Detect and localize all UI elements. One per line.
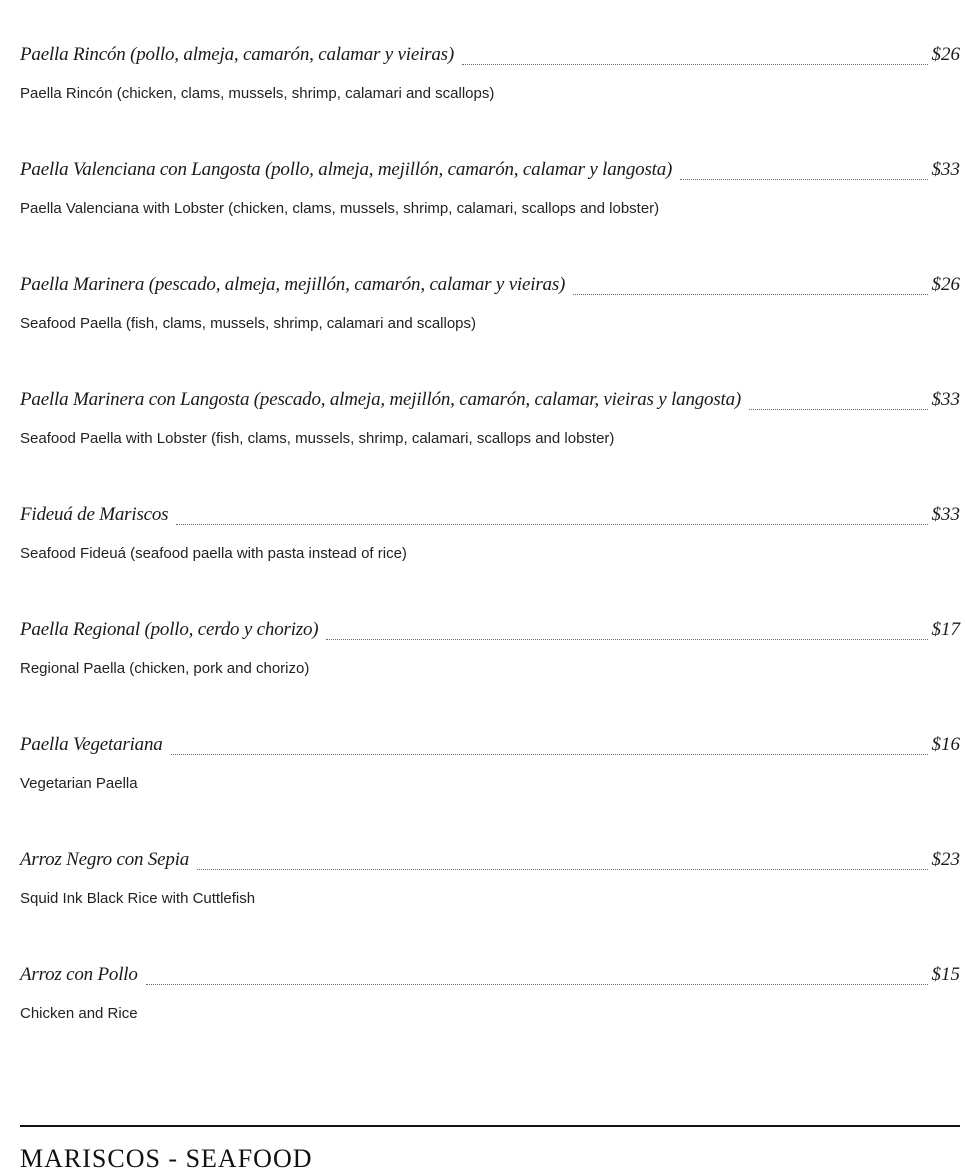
menu-item-header <box>20 44 960 74</box>
menu-item-description: Paella Valenciana with Lobster (chicken, clams, mussels, shrimp, calamari, scallops and lobster) <box>20 200 660 217</box>
menu-item-price: $33 <box>931 504 960 525</box>
menu-item-description: Seafood Fideuá (seafood paella with pasta instead of rice) <box>20 545 407 562</box>
menu-item-header <box>20 964 960 994</box>
menu-item-description: Squid Ink Black Rice with Cuttlefish <box>20 890 256 907</box>
dotted-leader <box>573 293 927 295</box>
menu-item-description: Seafood Paella (fish, clams, mussels, shrimp, calamari and scallops) <box>20 315 477 332</box>
menu-item-description: Chicken and Rice <box>20 1005 138 1022</box>
dotted-leader <box>197 868 927 870</box>
menu-item <box>20 115 960 230</box>
menu-item-description: Seafood Paella with Lobster (fish, clams, mussels, shrimp, calamari, scallops and lobster) <box>20 430 615 447</box>
menu-item-price: $33 <box>931 159 960 180</box>
menu-item <box>20 575 960 690</box>
dotted-leader <box>171 753 928 755</box>
menu-item-price: $15 <box>931 964 960 985</box>
menu-item-header <box>20 504 960 534</box>
menu-item <box>20 460 960 575</box>
menu-item-header <box>20 734 960 764</box>
menu-item-header <box>20 849 960 879</box>
menu-item-price: $17 <box>931 619 960 640</box>
menu-item <box>20 805 960 920</box>
menu-item-description: Regional Paella (chicken, pork and chorizo) <box>20 660 310 677</box>
menu-item-header <box>20 619 960 649</box>
menu-item-name: Paella Marinera con Langosta (pescado, almeja, mejillón, camarón, calamar, vieiras y langosta) <box>20 389 742 410</box>
menu-item <box>20 230 960 345</box>
dotted-leader <box>680 178 927 180</box>
menu-item-description: Vegetarian Paella <box>20 775 138 792</box>
dotted-leader <box>326 638 927 640</box>
dotted-leader <box>176 523 927 525</box>
menu-item-name: Paella Marinera (pescado, almeja, mejillón, camarón, calamar y vieiras) <box>20 274 566 295</box>
dotted-leader <box>146 983 928 985</box>
menu-item-header <box>20 159 960 189</box>
menu-item-header <box>20 389 960 419</box>
menu-item-name: Fideuá de Mariscos <box>20 504 169 525</box>
menu-item <box>20 690 960 805</box>
menu-item <box>20 920 960 1035</box>
section-title: MARISCOS - SEAFOOD <box>20 1144 313 1173</box>
dotted-leader <box>462 63 928 65</box>
menu-item-name: Paella Regional (pollo, cerdo y chorizo) <box>20 619 319 640</box>
dotted-leader <box>749 408 927 410</box>
menu-item-name: Arroz con Pollo <box>20 964 138 985</box>
menu-item-header <box>20 274 960 304</box>
menu-item-name: Arroz Negro con Sepia <box>20 849 190 870</box>
menu-item-price: $33 <box>931 389 960 410</box>
menu-item-price: $26 <box>931 44 960 65</box>
menu-item-price: $16 <box>931 734 960 755</box>
menu-item-name: Paella Valenciana con Langosta (pollo, almeja, mejillón, camarón, calamar y langosta) <box>20 159 673 180</box>
menu-item-price: $23 <box>931 849 960 870</box>
menu-item-name: Paella Vegetariana <box>20 734 163 755</box>
menu-item <box>20 345 960 460</box>
menu-item-price: $26 <box>931 274 960 295</box>
section-divider <box>20 1125 960 1127</box>
menu-item <box>20 0 960 115</box>
menu-item-description: Paella Rincón (chicken, clams, mussels, shrimp, calamari and scallops) <box>20 85 495 102</box>
menu-item-name: Paella Rincón (pollo, almeja, camarón, calamar y vieiras) <box>20 44 454 65</box>
